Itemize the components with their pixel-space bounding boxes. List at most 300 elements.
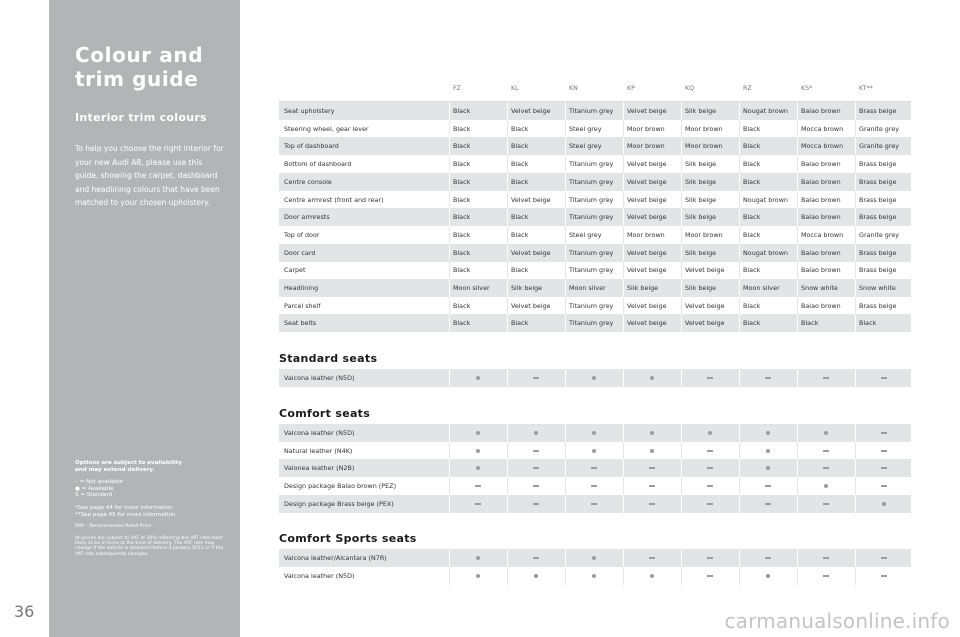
column-divider — [623, 297, 624, 315]
row-label: Carpet — [284, 266, 306, 275]
page-number: 36 — [14, 602, 35, 621]
column-divider — [739, 297, 740, 315]
trim-colour-cell: Granite grey — [859, 142, 900, 151]
column-divider — [681, 495, 682, 513]
trim-row — [279, 314, 911, 332]
trim-colour-cell: Black — [511, 319, 529, 328]
column-divider — [507, 191, 508, 209]
row-label: Natural leather (N4K) — [284, 446, 353, 455]
trim-colour-cell: Velvet beige — [627, 195, 667, 204]
column-divider — [739, 495, 740, 513]
available-dot-icon — [476, 431, 480, 435]
trim-colour-cell: Titanium grey — [569, 213, 614, 222]
column-divider — [449, 120, 450, 138]
column-divider — [623, 102, 624, 120]
trim-colour-cell: Nougat brown — [743, 195, 788, 204]
column-divider — [623, 549, 624, 567]
trim-colour-cell: Titanium grey — [569, 195, 614, 204]
column-divider — [855, 279, 856, 297]
trim-colour-cell: Black — [743, 301, 761, 310]
trim-colour-cell: Black — [743, 230, 761, 239]
trim-colour-cell: Brass beige — [859, 107, 897, 115]
column-divider — [681, 155, 682, 173]
column-divider — [855, 459, 856, 477]
column-divider — [565, 208, 566, 226]
column-divider — [797, 102, 798, 120]
column-divider — [681, 191, 682, 209]
not-available-dash-icon — [707, 450, 713, 452]
row-label: Centre console — [284, 177, 332, 186]
not-available-dash-icon — [649, 557, 655, 559]
column-divider — [623, 495, 624, 513]
trim-colour-cell: Nougat brown — [743, 248, 788, 257]
trim-colour-cell: Black — [743, 319, 761, 328]
trim-colour-cell: Steel grey — [569, 142, 602, 151]
not-available-dash-icon — [533, 450, 539, 452]
trim-colour-cell: Moor brown — [627, 230, 665, 239]
column-divider — [855, 191, 856, 209]
available-dot-icon — [476, 449, 480, 453]
trim-colour-cell: Moor brown — [685, 124, 723, 133]
trim-colour-cell: Silk beige — [685, 107, 717, 115]
trim-colour-cell: Brass beige — [859, 160, 897, 169]
trim-colour-cell: Silk beige — [685, 195, 717, 204]
trim-colour-cell: Mocca brown — [801, 142, 844, 151]
column-divider — [739, 137, 740, 155]
row-label: Design package Balao brown (PEZ) — [284, 482, 397, 491]
column-divider — [855, 208, 856, 226]
column-divider — [739, 567, 740, 585]
column-divider — [623, 424, 624, 442]
trim-colour-cell: Velvet beige — [511, 301, 551, 310]
trim-colour-cell: Moon silver — [569, 284, 606, 292]
not-available-dash-icon — [881, 432, 887, 434]
available-dot-icon — [708, 431, 712, 435]
trim-colour-cell: Brass beige — [859, 301, 897, 310]
column-divider — [449, 244, 450, 262]
column-divider — [565, 549, 566, 567]
column-divider — [507, 314, 508, 332]
column-divider — [507, 102, 508, 120]
column-divider — [507, 459, 508, 477]
not-available-dash-icon — [591, 467, 597, 469]
column-divider — [855, 424, 856, 442]
column-divider — [797, 261, 798, 279]
column-divider — [739, 102, 740, 120]
trim-colour-cell: Balao brown — [801, 266, 841, 275]
column-divider — [507, 567, 508, 585]
column-divider — [739, 120, 740, 138]
not-available-dash-icon — [707, 557, 713, 559]
column-divider — [623, 261, 624, 279]
trim-colour-cell: Balao brown — [801, 213, 841, 222]
trim-colour-cell: Black — [511, 142, 529, 151]
trim-colour-cell: Balao brown — [801, 160, 841, 169]
column-divider — [681, 549, 682, 567]
column-divider — [855, 549, 856, 567]
trim-colour-cell: Black — [453, 301, 471, 310]
row-label: Seat upholstery — [284, 107, 335, 115]
column-divider — [797, 173, 798, 191]
seat-option-row — [279, 424, 911, 442]
trim-colour-cell: Silk beige — [685, 160, 717, 169]
trim-colour-cell: Black — [511, 213, 529, 222]
column-divider — [449, 442, 450, 460]
not-available-dash-icon — [823, 575, 829, 577]
trim-colour-cell: Black — [511, 177, 529, 186]
column-divider — [565, 261, 566, 279]
available-dot-icon — [534, 574, 538, 578]
trim-colour-cell: Silk beige — [685, 177, 717, 186]
column-divider — [681, 369, 682, 387]
column-divider — [565, 155, 566, 173]
trim-row — [279, 120, 911, 138]
column-divider — [739, 369, 740, 387]
column-divider — [681, 120, 682, 138]
column-divider — [507, 173, 508, 191]
not-available-dash-icon — [533, 503, 539, 505]
column-divider — [507, 120, 508, 138]
column-divider — [739, 549, 740, 567]
page-title-line: Colour and — [75, 43, 204, 67]
trim-colour-cell: Black — [511, 266, 529, 275]
trim-colour-cell: Titanium grey — [569, 301, 614, 310]
column-divider — [681, 208, 682, 226]
trim-row — [279, 155, 911, 173]
column-divider — [507, 369, 508, 387]
available-dot-icon — [592, 376, 596, 380]
trim-colour-cell: Balao brown — [801, 177, 841, 186]
available-dot-icon — [476, 556, 480, 560]
column-divider — [681, 424, 682, 442]
trim-colour-cell: Granite grey — [859, 124, 900, 133]
trim-row — [279, 244, 911, 262]
trim-colour-cell: Black — [801, 319, 819, 328]
trim-colour-cell: Steel grey — [569, 230, 602, 239]
section-heading: Standard seats — [279, 352, 378, 365]
column-divider — [507, 297, 508, 315]
trim-colour-cell: Moor brown — [627, 142, 665, 151]
column-divider — [449, 137, 450, 155]
column-divider — [681, 297, 682, 315]
column-divider — [449, 279, 450, 297]
column-divider — [681, 459, 682, 477]
column-header: KN — [569, 85, 578, 92]
trim-colour-cell: Moon silver — [453, 284, 490, 292]
notes-heading-line: and may extend delivery. — [75, 466, 155, 473]
column-divider — [449, 102, 450, 120]
row-label: Centre armrest (front and rear) — [284, 195, 384, 204]
trim-colour-cell: Black — [453, 319, 471, 328]
column-divider — [797, 244, 798, 262]
row-label: Top of door — [284, 230, 320, 239]
column-header: FZ — [453, 85, 461, 92]
column-divider — [855, 137, 856, 155]
column-divider — [449, 226, 450, 244]
available-dot-icon — [476, 466, 480, 470]
column-divider — [623, 137, 624, 155]
trim-colour-cell: Velvet beige — [627, 301, 667, 310]
not-available-dash-icon — [533, 557, 539, 559]
trim-colour-cell: Moor brown — [627, 124, 665, 133]
column-divider — [739, 261, 740, 279]
column-divider — [797, 279, 798, 297]
column-divider — [507, 244, 508, 262]
column-divider — [797, 120, 798, 138]
legend-available: ● = Available — [75, 485, 114, 492]
column-divider — [449, 208, 450, 226]
column-divider — [507, 226, 508, 244]
not-available-dash-icon — [823, 467, 829, 469]
column-header: RZ — [743, 85, 752, 92]
column-divider — [565, 226, 566, 244]
available-dot-icon — [766, 431, 770, 435]
column-divider — [623, 459, 624, 477]
trim-row — [279, 261, 911, 279]
trim-colour-cell: Velvet beige — [627, 319, 667, 328]
trim-colour-cell: Brass beige — [859, 248, 897, 257]
notes-heading-line: Options are subject to availability — [75, 460, 183, 466]
column-divider — [565, 297, 566, 315]
trim-colour-cell: Balao brown — [801, 195, 841, 204]
not-available-dash-icon — [533, 377, 539, 379]
trim-colour-cell: Black — [511, 160, 529, 169]
not-available-dash-icon — [823, 557, 829, 559]
row-label: Parcel shelf — [284, 301, 321, 310]
column-divider — [797, 191, 798, 209]
trim-colour-cell: Velvet beige — [511, 195, 551, 204]
column-divider — [623, 567, 624, 585]
trim-colour-cell: Snow white — [859, 284, 896, 292]
column-header: KS* — [801, 85, 813, 92]
column-divider — [739, 424, 740, 442]
column-divider — [855, 120, 856, 138]
column-divider — [449, 297, 450, 315]
column-divider — [797, 369, 798, 387]
column-divider — [565, 567, 566, 585]
column-header: KL — [511, 85, 519, 92]
column-divider — [449, 314, 450, 332]
not-available-dash-icon — [649, 503, 655, 505]
trim-colour-cell: Brass beige — [859, 266, 897, 275]
column-divider — [797, 226, 798, 244]
row-label: Headlining — [284, 284, 319, 292]
column-divider — [449, 173, 450, 191]
seat-option-row — [279, 369, 911, 387]
not-available-dash-icon — [649, 467, 655, 469]
trim-colour-cell: Black — [453, 124, 471, 133]
available-dot-icon — [824, 431, 828, 435]
column-divider — [681, 314, 682, 332]
column-divider — [449, 155, 450, 173]
column-divider — [623, 173, 624, 191]
trim-colour-cell: Snow white — [801, 284, 838, 292]
row-label: Valcona leather (N5D) — [284, 571, 355, 580]
row-label: Door card — [284, 248, 316, 257]
row-label: Door armrests — [284, 213, 330, 222]
available-dot-icon — [766, 466, 770, 470]
seat-option-row — [279, 549, 911, 567]
row-label: Valcona leather/Alcantara (N7R) — [284, 554, 387, 562]
column-divider — [565, 424, 566, 442]
not-available-dash-icon — [765, 377, 771, 379]
column-divider — [681, 244, 682, 262]
column-divider — [623, 155, 624, 173]
column-divider — [797, 549, 798, 567]
column-divider — [855, 102, 856, 120]
available-dot-icon — [650, 431, 654, 435]
column-divider — [565, 191, 566, 209]
trim-colour-cell: Black — [453, 230, 471, 239]
column-divider — [739, 477, 740, 495]
available-dot-icon — [650, 376, 654, 380]
trim-colour-cell: Black — [743, 177, 761, 186]
column-divider — [855, 314, 856, 332]
column-divider — [449, 567, 450, 585]
not-available-dash-icon — [707, 377, 713, 379]
not-available-dash-icon — [881, 467, 887, 469]
trim-row — [279, 137, 911, 155]
column-divider — [507, 279, 508, 297]
column-divider — [855, 477, 856, 495]
column-divider — [449, 191, 450, 209]
footnote-ref: *See page 44 for more information — [75, 504, 173, 511]
trim-colour-cell: Balao brown — [801, 107, 841, 115]
not-available-dash-icon — [475, 485, 481, 487]
trim-colour-cell: Brass beige — [859, 213, 897, 222]
trim-colour-cell: Titanium grey — [569, 107, 614, 115]
not-available-dash-icon — [881, 377, 887, 379]
column-divider — [507, 495, 508, 513]
trim-colour-cell: Velvet beige — [627, 213, 667, 222]
trim-colour-cell: Velvet beige — [511, 107, 551, 115]
trim-colour-cell: Black — [453, 142, 471, 151]
trim-colour-cell: Black — [511, 124, 529, 133]
trim-colour-cell: Silk beige — [627, 284, 659, 292]
trim-colour-cell: Brass beige — [859, 177, 897, 186]
trim-colour-cell: Black — [743, 213, 761, 222]
trim-colour-cell: Nougat brown — [743, 107, 788, 115]
row-label: Seat belts — [284, 319, 317, 328]
column-divider — [623, 208, 624, 226]
available-dot-icon — [650, 574, 654, 578]
column-divider — [681, 279, 682, 297]
column-divider — [449, 369, 450, 387]
intro-text: To help you choose the right interior for your new Audi A8, please use this guide, showing the carpet, dashboard and headlining colours that have been matched to your chosen upholstery. — [75, 144, 224, 207]
available-dot-icon — [650, 449, 654, 453]
row-label: Bottom of dashboard — [284, 160, 352, 169]
column-divider — [565, 244, 566, 262]
column-divider — [739, 279, 740, 297]
trim-colour-cell: Black — [453, 160, 471, 169]
not-available-dash-icon — [707, 503, 713, 505]
column-divider — [855, 495, 856, 513]
seat-option-row — [279, 567, 911, 585]
trim-colour-cell: Black — [743, 124, 761, 133]
trim-colour-cell: Black — [859, 319, 877, 328]
trim-colour-cell: Moon silver — [743, 284, 780, 292]
trim-colour-cell: Velvet beige — [685, 301, 725, 310]
row-label: Valcona leather (N5D) — [284, 374, 355, 382]
trim-row — [279, 102, 911, 120]
column-divider — [449, 549, 450, 567]
trim-colour-cell: Velvet beige — [627, 177, 667, 186]
column-divider — [855, 567, 856, 585]
column-divider — [855, 369, 856, 387]
column-divider — [739, 442, 740, 460]
trim-colour-cell: Titanium grey — [569, 248, 614, 257]
trim-colour-cell: Silk beige — [685, 213, 717, 222]
trim-colour-cell: Black — [453, 213, 471, 222]
column-divider — [449, 424, 450, 442]
trim-colour-cell: Velvet beige — [685, 319, 725, 328]
column-divider — [739, 208, 740, 226]
column-divider — [797, 442, 798, 460]
not-available-dash-icon — [881, 575, 887, 577]
trim-colour-cell: Titanium grey — [569, 266, 614, 275]
trim-colour-cell: Velvet beige — [627, 266, 667, 275]
column-divider — [449, 495, 450, 513]
trim-row — [279, 279, 911, 297]
available-dot-icon — [592, 574, 596, 578]
column-divider — [739, 244, 740, 262]
trim-colour-cell: Mocca brown — [801, 124, 844, 133]
column-divider — [623, 369, 624, 387]
vat-note: All prices are subject to VAT at 20% reflecting the VAT rate most likely to be in force at the time of delivery. The VAT rate may change if the vehicle is delivered before 4 January 2011 or if the VAT rate subsequently changes. — [75, 535, 224, 557]
column-divider — [623, 226, 624, 244]
column-divider — [855, 244, 856, 262]
available-dot-icon — [592, 556, 596, 560]
not-available-dash-icon — [475, 503, 481, 505]
available-dot-icon — [766, 574, 770, 578]
trim-colour-cell: Velvet beige — [627, 248, 667, 257]
row-label: Design package Brass beige (PEX) — [284, 499, 394, 508]
trim-colour-cell: Velvet beige — [685, 266, 725, 275]
trim-colour-cell: Black — [511, 230, 529, 239]
rrp-note: RRP – Recommended Retail Price — [75, 524, 151, 530]
trim-row — [279, 226, 911, 244]
trim-row — [279, 173, 911, 191]
column-divider — [855, 226, 856, 244]
column-divider — [565, 120, 566, 138]
available-dot-icon — [534, 431, 538, 435]
not-available-dash-icon — [649, 485, 655, 487]
column-divider — [449, 261, 450, 279]
trim-colour-cell: Black — [453, 177, 471, 186]
trim-colour-cell: Moor brown — [685, 142, 723, 151]
column-divider — [565, 102, 566, 120]
column-divider — [623, 477, 624, 495]
column-divider — [507, 442, 508, 460]
trim-colour-cell: Velvet beige — [511, 248, 551, 257]
not-available-dash-icon — [591, 503, 597, 505]
trim-colour-cell: Steel grey — [569, 124, 602, 133]
trim-colour-cell: Titanium grey — [569, 160, 614, 169]
column-divider — [739, 226, 740, 244]
not-available-dash-icon — [823, 450, 829, 452]
column-divider — [507, 155, 508, 173]
column-divider — [565, 477, 566, 495]
column-divider — [623, 314, 624, 332]
column-divider — [623, 244, 624, 262]
column-divider — [797, 567, 798, 585]
column-divider — [855, 297, 856, 315]
not-available-dash-icon — [823, 503, 829, 505]
not-available-dash-icon — [823, 377, 829, 379]
column-divider — [855, 173, 856, 191]
watermark: carmanualsonline.info — [724, 609, 950, 633]
trim-colour-cell: Black — [453, 248, 471, 257]
